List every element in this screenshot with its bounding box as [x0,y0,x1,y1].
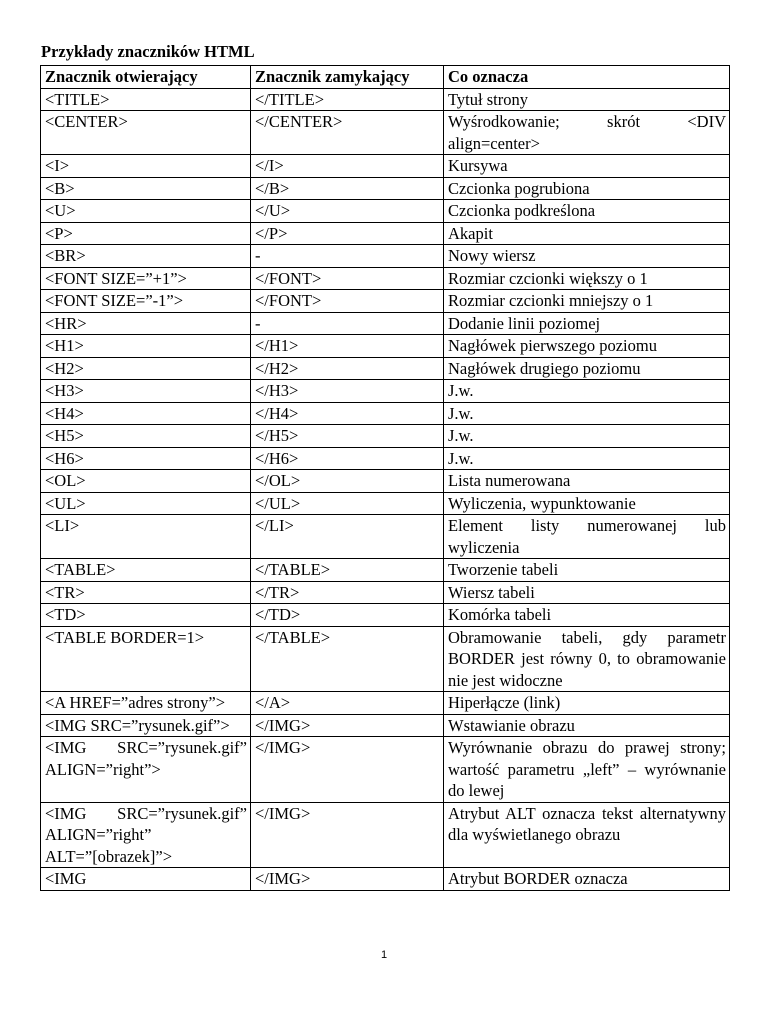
meaning-cell: Wyliczenia, wypunktowanie [444,492,730,515]
opening-tag-cell: <H4> [41,402,251,425]
table-row [41,312,730,335]
opening-tag-cell: <H6> [41,447,251,470]
opening-tag-cell: <IMG SRC=”rysunek.gif” ALIGN=”right” ALT=”[obrazek]”> [41,802,251,868]
table-row [41,200,730,223]
closing-tag-cell: </H2> [251,357,444,380]
table-row [41,267,730,290]
closing-tag-cell: </H6> [251,447,444,470]
meaning-cell: Rozmiar czcionki większy o 1 [444,267,730,290]
closing-tag-cell: </TR> [251,581,444,604]
opening-tag-cell: <TABLE> [41,559,251,582]
closing-tag-cell: </I> [251,155,444,178]
meaning-cell: Atrybut ALT oznacza tekst alternatywny dla wyświetlanego obrazu [444,802,730,868]
opening-tag-cell: <H5> [41,425,251,448]
header-closing-tag: Znacznik zamykający [251,66,444,89]
closing-tag-cell: </OL> [251,470,444,493]
table-row [41,802,730,868]
opening-tag-cell: <TD> [41,604,251,627]
table-header-row [41,66,730,89]
meaning-cell: Nowy wiersz [444,245,730,268]
opening-tag-cell: <IMG SRC=”rysunek.gif”> [41,714,251,737]
table-row [41,581,730,604]
opening-tag-cell: <FONT SIZE=”+1”> [41,267,251,290]
table-row [41,559,730,582]
page-number: 1 [380,949,388,961]
table-row [41,155,730,178]
opening-tag-cell: <IMG SRC=”rysunek.gif” ALIGN=”right”> [41,737,251,803]
table-row [41,222,730,245]
table-row [41,357,730,380]
table-row [41,692,730,715]
opening-tag-cell: <P> [41,222,251,245]
closing-tag-cell: - [251,245,444,268]
opening-tag-cell: <B> [41,177,251,200]
closing-tag-cell: </A> [251,692,444,715]
meaning-cell: Obramowanie tabeli, gdy parametr BORDER jest równy 0, to obramowanie nie jest widoczne [444,626,730,692]
closing-tag-cell: </LI> [251,515,444,559]
meaning-cell: Akapit [444,222,730,245]
html-tags-table [40,65,730,891]
opening-tag-cell: <BR> [41,245,251,268]
header-meaning: Co oznacza [444,66,730,89]
table-row [41,492,730,515]
document-title: Przykłady znaczników HTML [41,42,255,61]
table-row [41,380,730,403]
opening-tag-cell: <HR> [41,312,251,335]
closing-tag-cell: </H3> [251,380,444,403]
opening-tag-cell: <I> [41,155,251,178]
opening-tag-cell: <H2> [41,357,251,380]
closing-tag-cell: </UL> [251,492,444,515]
closing-tag-cell: </TABLE> [251,626,444,692]
opening-tag-cell: <U> [41,200,251,223]
closing-tag-cell: </IMG> [251,714,444,737]
table-row [41,425,730,448]
meaning-cell: J.w. [444,447,730,470]
meaning-cell: J.w. [444,380,730,403]
meaning-cell: Czcionka pogrubiona [444,177,730,200]
meaning-cell: J.w. [444,425,730,448]
closing-tag-cell: </H5> [251,425,444,448]
closing-tag-cell: </P> [251,222,444,245]
table-row [41,111,730,155]
table-row [41,245,730,268]
meaning-cell: Atrybut BORDER oznacza [444,868,730,891]
table-row [41,868,730,891]
meaning-cell: Wyrównanie obrazu do prawej strony; wartość parametru „left” – wyrównanie do lewej [444,737,730,803]
closing-tag-cell: </TITLE> [251,88,444,111]
meaning-cell: Element listy numerowanej lub wyliczenia [444,515,730,559]
table-row [41,402,730,425]
opening-tag-cell: <TR> [41,581,251,604]
closing-tag-cell: </TD> [251,604,444,627]
table-row [41,714,730,737]
table-row [41,335,730,358]
meaning-cell: Kursywa [444,155,730,178]
meaning-cell: J.w. [444,402,730,425]
closing-tag-cell: </TABLE> [251,559,444,582]
meaning-cell: Rozmiar czcionki mniejszy o 1 [444,290,730,313]
closing-tag-cell: </IMG> [251,868,444,891]
meaning-cell: Tworzenie tabeli [444,559,730,582]
opening-tag-cell: <LI> [41,515,251,559]
opening-tag-cell: <H1> [41,335,251,358]
table-row [41,470,730,493]
meaning-cell: Czcionka podkreślona [444,200,730,223]
meaning-cell: Dodanie linii poziomej [444,312,730,335]
opening-tag-cell: <A HREF=”adres strony”> [41,692,251,715]
closing-tag-cell: </B> [251,177,444,200]
meaning-cell: Nagłówek pierwszego poziomu [444,335,730,358]
opening-tag-cell: <IMG [41,868,251,891]
opening-tag-cell: <TITLE> [41,88,251,111]
closing-tag-cell: </H4> [251,402,444,425]
opening-tag-cell: <TABLE BORDER=1> [41,626,251,692]
meaning-cell: Nagłówek drugiego poziomu [444,357,730,380]
table-row [41,626,730,692]
table-row [41,290,730,313]
table-row [41,177,730,200]
table-row [41,88,730,111]
opening-tag-cell: <H3> [41,380,251,403]
closing-tag-cell: </IMG> [251,802,444,868]
table-row [41,737,730,803]
closing-tag-cell: </U> [251,200,444,223]
closing-tag-cell: </FONT> [251,290,444,313]
meaning-cell: Hiperłącze (link) [444,692,730,715]
closing-tag-cell: </CENTER> [251,111,444,155]
opening-tag-cell: <UL> [41,492,251,515]
meaning-cell: Wiersz tabeli [444,581,730,604]
opening-tag-cell: <FONT SIZE=”-1”> [41,290,251,313]
closing-tag-cell: - [251,312,444,335]
meaning-cell: Komórka tabeli [444,604,730,627]
header-opening-tag: Znacznik otwierający [41,66,251,89]
table-row [41,515,730,559]
meaning-cell: Wstawianie obrazu [444,714,730,737]
closing-tag-cell: </FONT> [251,267,444,290]
meaning-cell: Tytuł strony [444,88,730,111]
meaning-cell: Lista numerowana [444,470,730,493]
closing-tag-cell: </H1> [251,335,444,358]
closing-tag-cell: </IMG> [251,737,444,803]
meaning-cell: Wyśrodkowanie; skrót <DIV align=center> [444,111,730,155]
table-row [41,604,730,627]
table-row [41,447,730,470]
opening-tag-cell: <CENTER> [41,111,251,155]
opening-tag-cell: <OL> [41,470,251,493]
